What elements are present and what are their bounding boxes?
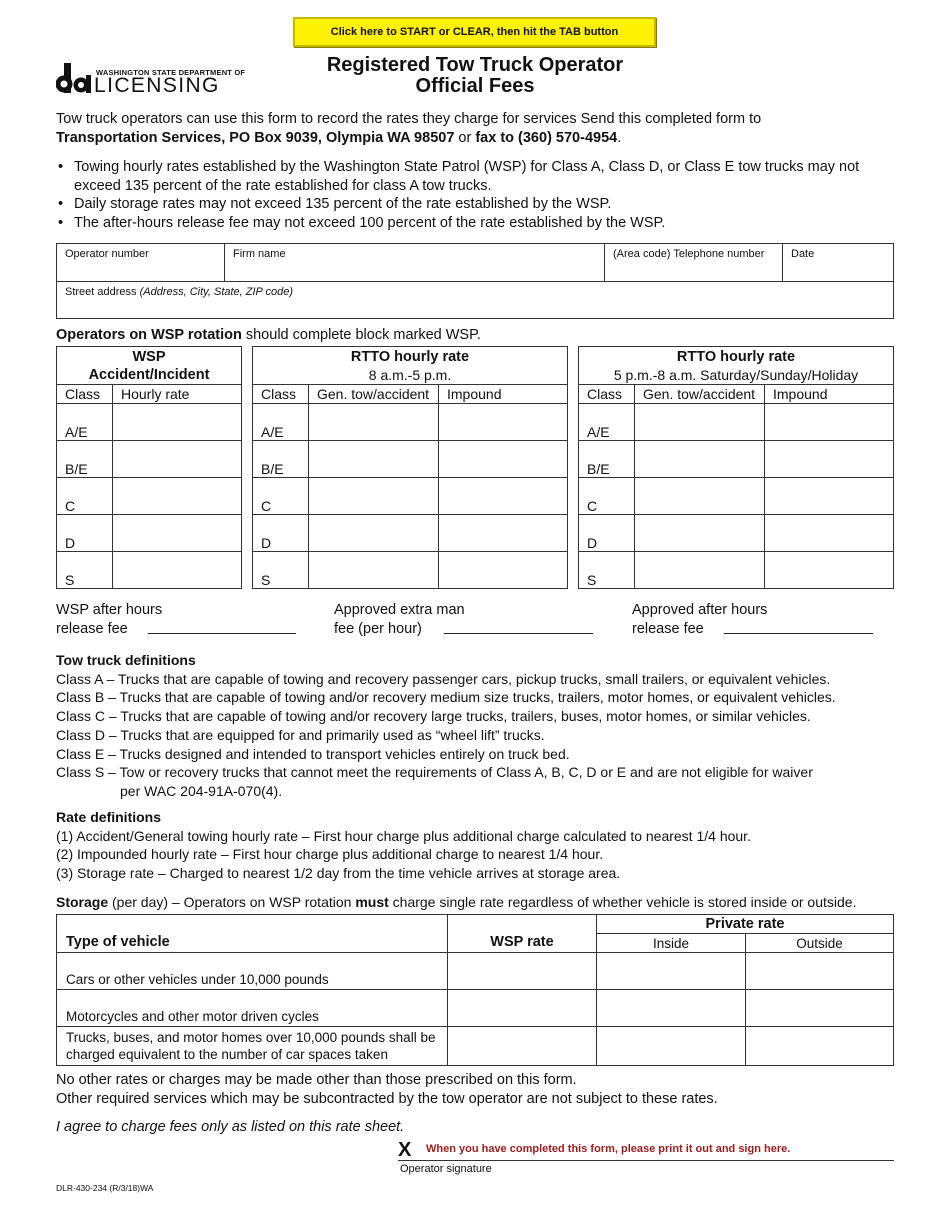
class-label: D bbox=[253, 515, 309, 552]
class-label: B/E bbox=[57, 441, 113, 478]
rtto-day-impound-ae-input[interactable] bbox=[439, 404, 568, 441]
rtto-night-impound-d-input[interactable] bbox=[765, 515, 894, 552]
vehicle-type-cars: Cars or other vehicles under 10,000 pounds bbox=[57, 953, 448, 990]
closing-text bbox=[56, 1071, 916, 1109]
rtto-day-impound-s-input[interactable] bbox=[439, 552, 568, 589]
rtto-day-impound-c-input[interactable] bbox=[439, 478, 568, 515]
storage-bold: Storage bbox=[56, 894, 109, 910]
rotation-note bbox=[56, 326, 481, 345]
rtto-day-impound-d-input[interactable] bbox=[439, 515, 568, 552]
wsp-rate-table bbox=[56, 346, 242, 589]
col-gen-tow-header: Gen. tow/accident bbox=[635, 385, 765, 404]
rtto-night-subtitle: 5 p.m.-8 a.m. Saturday/Sunday/Holiday bbox=[613, 366, 859, 383]
list-item-continuation: per WAC 204-91A-070(4). bbox=[120, 782, 283, 799]
signature-x-mark: X bbox=[398, 1139, 412, 1161]
storage-rate-table bbox=[56, 914, 894, 1066]
wsp-after-hours-label bbox=[56, 601, 162, 639]
col-wsp-rate-header: WSP rate bbox=[448, 915, 597, 953]
col-class-header: Class bbox=[579, 385, 635, 404]
rtto-night-impound-be-input[interactable] bbox=[765, 441, 894, 478]
wsp-after-hours-line2: release fee bbox=[56, 621, 128, 637]
class-label: S bbox=[579, 552, 635, 589]
col-class-header: Class bbox=[57, 385, 113, 404]
closing-line-1: No other rates or charges may be made other than those prescribed on this form. bbox=[56, 1072, 577, 1088]
rate-definitions bbox=[56, 808, 916, 883]
wsp-title: WSP bbox=[132, 348, 166, 365]
date-field[interactable] bbox=[783, 244, 894, 282]
class-label: C bbox=[57, 478, 113, 515]
date-label: Date bbox=[791, 248, 815, 260]
mailing-address: Transportation Services, PO Box 9039, Olympia WA 98507 bbox=[56, 130, 455, 146]
signature-instruction: When you have completed this form, please print it out and sign here. bbox=[426, 1143, 791, 1155]
page-title bbox=[240, 55, 710, 97]
rtto-night-header bbox=[579, 347, 894, 385]
telephone-label: (Area code) Telephone number bbox=[613, 248, 765, 260]
class-label: S bbox=[253, 552, 309, 589]
col-outside-header: Outside bbox=[746, 934, 894, 953]
class-label: C bbox=[579, 478, 635, 515]
rotation-note-bold: Operators on WSP rotation bbox=[56, 327, 242, 343]
operator-number-label: Operator number bbox=[65, 248, 149, 260]
wsp-after-hours-line1: WSP after hours bbox=[56, 602, 163, 618]
wsp-rate-cars-input[interactable] bbox=[448, 953, 597, 990]
operator-info-table bbox=[56, 243, 894, 319]
list-item: Class S – Tow or recovery trucks that cannot meet the requirements of Class A, B, C, D or E and are not eligible for waiver bbox=[56, 764, 813, 781]
list-item: • The after-hours release fee may not exceed 100 percent of the rate established by the WSP. bbox=[56, 214, 906, 233]
class-label: A/E bbox=[579, 404, 635, 441]
list-item: Class C – Trucks that are capable of towing and/or recovery large trucks, trailers, buses, motor homes, or similar vehicles. bbox=[56, 708, 811, 725]
rtto-night-gen-d-input[interactable] bbox=[635, 515, 765, 552]
rtto-night-gen-ae-input[interactable] bbox=[635, 404, 765, 441]
table-row bbox=[57, 1027, 894, 1066]
class-label: S bbox=[57, 552, 113, 589]
inside-motorcycles-input[interactable] bbox=[597, 990, 746, 1027]
rtto-night-title: RTTO hourly rate bbox=[676, 348, 796, 365]
rtto-night-impound-s-input[interactable] bbox=[765, 552, 894, 589]
dol-logo-icon bbox=[56, 63, 92, 94]
list-item: (2) Impounded hourly rate – First hour charge plus additional charge to nearest 1/4 hour. bbox=[56, 846, 604, 863]
class-label: B/E bbox=[253, 441, 309, 478]
col-private-rate-header: Private rate bbox=[597, 915, 894, 934]
logo-licensing-text: LICENSING bbox=[94, 74, 220, 97]
rtto-day-subtitle: 8 a.m.-5 p.m. bbox=[368, 366, 452, 383]
tow-truck-definitions bbox=[56, 651, 916, 801]
list-item: • Daily storage rates may not exceed 135 percent of the rate established by the WSP. bbox=[56, 195, 906, 214]
table-row bbox=[57, 990, 894, 1027]
list-item: (3) Storage rate – Charged to nearest 1/2 day from the time vehicle arrives at storage area. bbox=[56, 865, 621, 882]
outside-trucks-input[interactable] bbox=[746, 1027, 894, 1066]
signature-line[interactable] bbox=[398, 1160, 894, 1161]
wsp-after-hours-input[interactable] bbox=[148, 633, 296, 634]
intro-text: Tow truck operators can use this form to record the rates they charge for services Send this completed form to bbox=[56, 111, 762, 127]
storage-statement bbox=[56, 893, 916, 912]
list-item: (1) Accident/General towing hourly rate – First hour charge plus additional charge calculated to nearest 1/4 hour. bbox=[56, 827, 751, 844]
storage-must: must bbox=[355, 894, 389, 910]
class-label: C bbox=[253, 478, 309, 515]
list-item: Class D – Trucks that are equipped for and primarily used as “wheel lift” trucks. bbox=[56, 726, 545, 743]
rtto-night-gen-be-input[interactable] bbox=[635, 441, 765, 478]
wsp-rate-d-input[interactable] bbox=[113, 515, 242, 552]
start-clear-button[interactable]: Click here to START or CLEAR, then hit the TAB button bbox=[293, 17, 656, 47]
extra-man-fee-line2: fee (per hour) bbox=[334, 621, 422, 637]
storage-part1: (per day) – Operators on WSP rotation bbox=[108, 894, 356, 910]
rtto-day-gen-be-input[interactable] bbox=[309, 441, 439, 478]
extra-man-fee-line1: Approved extra man bbox=[334, 602, 465, 618]
rtto-day-title: RTTO hourly rate bbox=[350, 348, 470, 365]
inside-cars-input[interactable] bbox=[597, 953, 746, 990]
rtto-night-rate-table bbox=[578, 346, 894, 589]
col-inside-header: Inside bbox=[597, 934, 746, 953]
col-gen-tow-header: Gen. tow/accident bbox=[309, 385, 439, 404]
storage-part2: charge single rate regardless of whether vehicle is stored inside or outside. bbox=[388, 894, 857, 910]
rtto-day-header bbox=[253, 347, 568, 385]
class-label: B/E bbox=[579, 441, 635, 478]
approved-after-hours-line2: release fee bbox=[632, 621, 704, 637]
rtto-day-gen-d-input[interactable] bbox=[309, 515, 439, 552]
intro-or: or bbox=[454, 130, 476, 146]
rtto-night-impound-ae-input[interactable] bbox=[765, 404, 894, 441]
wsp-rate-ae-input[interactable] bbox=[113, 404, 242, 441]
rtto-night-gen-s-input[interactable] bbox=[635, 552, 765, 589]
intro-paragraph bbox=[56, 110, 906, 148]
class-label: A/E bbox=[57, 404, 113, 441]
list-item: Class B – Trucks that are capable of towing and/or recovery medium size trucks, trailers, motor homes, or equivalent vehicles. bbox=[56, 689, 836, 706]
class-label: A/E bbox=[253, 404, 309, 441]
signature-label: Operator signature bbox=[400, 1163, 492, 1175]
col-impound-header: Impound bbox=[765, 385, 894, 404]
col-hourly-rate-header: Hourly rate bbox=[113, 385, 242, 404]
col-class-header: Class bbox=[253, 385, 309, 404]
rtto-night-gen-c-input[interactable] bbox=[635, 478, 765, 515]
rtto-day-gen-s-input[interactable] bbox=[309, 552, 439, 589]
rotation-note-rest: should complete block marked WSP. bbox=[241, 327, 481, 343]
street-address-label: Street address bbox=[65, 286, 137, 298]
table-row bbox=[57, 953, 894, 990]
title-line-2: Official Fees bbox=[415, 75, 535, 97]
wsp-rate-trucks-input[interactable] bbox=[448, 1027, 597, 1066]
list-item: Class A – Trucks that are capable of towing and recovery passenger cars, pickup trucks, small trailers, or equivalent vehicles. bbox=[56, 670, 831, 687]
wsp-subtitle: Accident/Incident bbox=[88, 366, 210, 383]
vehicle-type-motorcycles: Motorcycles and other motor driven cycles bbox=[57, 990, 448, 1027]
approved-after-hours-input[interactable] bbox=[724, 633, 873, 634]
rtto-day-impound-be-input[interactable] bbox=[439, 441, 568, 478]
list-item: Class E – Trucks designed and intended to transport vehicles entirely on truck bed. bbox=[56, 745, 570, 762]
rtto-night-impound-c-input[interactable] bbox=[765, 478, 894, 515]
fax-number: fax to (360) 570-4954 bbox=[475, 130, 618, 146]
wsp-rate-be-input[interactable] bbox=[113, 441, 242, 478]
rtto-day-gen-c-input[interactable] bbox=[309, 478, 439, 515]
intro-period: . bbox=[617, 130, 622, 146]
col-impound-header: Impound bbox=[439, 385, 568, 404]
approved-after-hours-line1: Approved after hours bbox=[632, 602, 768, 618]
list-item: • Towing hourly rates established by the Washington State Patrol (WSP) for Class A, Class D, or Class E tow trucks may not exceed 135 percent of the rate established for class A tow trucks. bbox=[56, 158, 906, 195]
operator-number-field[interactable] bbox=[57, 244, 225, 282]
street-address-hint: (Address, City, State, ZIP code) bbox=[139, 286, 294, 298]
rtto-day-rate-table bbox=[252, 346, 568, 589]
rules-list bbox=[56, 158, 906, 232]
wsp-rate-s-input[interactable] bbox=[113, 552, 242, 589]
firm-name-label: Firm name bbox=[233, 248, 286, 260]
telephone-field[interactable] bbox=[605, 244, 783, 282]
tow-defs-heading: Tow truck definitions bbox=[56, 652, 196, 668]
col-type-header: Type of vehicle bbox=[57, 915, 448, 953]
rtto-day-gen-ae-input[interactable] bbox=[309, 404, 439, 441]
vehicle-type-trucks: Trucks, buses, and motor homes over 10,000 pounds shall be charged equivalent to the number of car spaces taken bbox=[57, 1027, 448, 1066]
inside-trucks-input[interactable] bbox=[597, 1027, 746, 1066]
street-address-field[interactable] bbox=[57, 282, 894, 319]
wsp-header bbox=[57, 347, 242, 385]
class-label: D bbox=[579, 515, 635, 552]
outside-motorcycles-input[interactable] bbox=[746, 990, 894, 1027]
agreement-statement: I agree to charge fees only as listed on this rate sheet. bbox=[56, 1119, 405, 1135]
class-label: D bbox=[57, 515, 113, 552]
logo-department-text: WASHINGTON STATE DEPARTMENT OF bbox=[96, 68, 246, 77]
wsp-rate-motorcycles-input[interactable] bbox=[448, 990, 597, 1027]
closing-line-2: Other required services which may be subcontracted by the tow operator are not subject to these rates. bbox=[56, 1091, 718, 1107]
outside-cars-input[interactable] bbox=[746, 953, 894, 990]
wsp-rate-c-input[interactable] bbox=[113, 478, 242, 515]
title-line-1: Registered Tow Truck Operator bbox=[326, 54, 624, 76]
form-number: DLR-430-234 (R/3/18)WA bbox=[56, 1183, 154, 1193]
rate-defs-heading: Rate definitions bbox=[56, 809, 162, 825]
firm-name-field[interactable] bbox=[225, 244, 605, 282]
extra-man-fee-input[interactable] bbox=[444, 633, 593, 634]
